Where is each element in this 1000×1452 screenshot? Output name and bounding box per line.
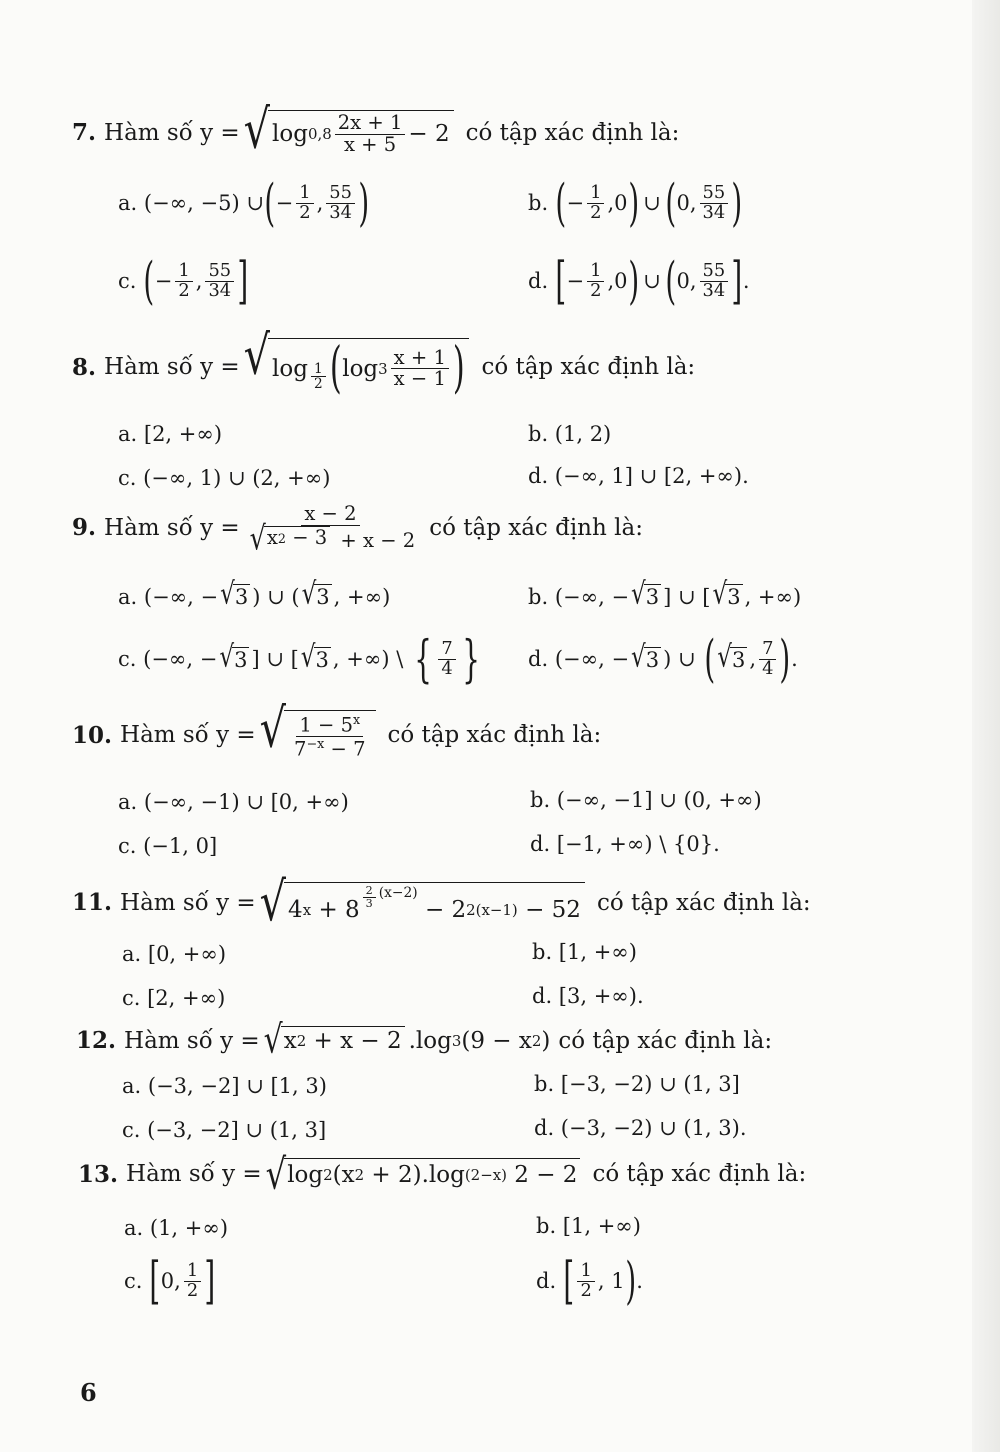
math-text: 0, [676, 191, 697, 216]
math-text: + x − 2 [313, 1028, 402, 1055]
numerator: 1 [311, 362, 326, 377]
exponent: 2 [354, 1165, 365, 1184]
math-text: (9 − x [461, 1027, 532, 1054]
option-13a[interactable]: a. (1, +∞) [124, 1216, 229, 1240]
radical: √ log 2 (x 2 + 2). log (2−x) 2 − 2 [266, 1158, 581, 1190]
question-number: 9. [72, 514, 97, 542]
question-suffix: có tập xác định là: [596, 889, 811, 916]
question-text: Hàm số y = [120, 889, 256, 916]
math-text: (−∞, −5) ∪ [143, 191, 264, 216]
question-suffix: có tập xác định là: [387, 722, 602, 749]
option-12a[interactable]: a. (−3, −2] ∪ [1, 3) [122, 1074, 327, 1098]
log-base: (2−x) [464, 1165, 507, 1184]
numerator: 1 [577, 1262, 594, 1282]
question-8 [72, 324, 696, 400]
option-11a[interactable]: a. [0, +∞) [122, 942, 227, 966]
question-text: Hàm số y = [126, 1161, 262, 1188]
math-text: ,0 [607, 191, 628, 216]
math-text: ) ∪ [663, 647, 696, 672]
question-number: 8. [72, 353, 97, 381]
option-12d[interactable]: d. (−3, −2) ∪ (1, 3). [534, 1116, 747, 1140]
question-number: 7. [72, 119, 97, 147]
option-8d[interactable]: d. (−∞, 1] ∪ [2, +∞). [528, 464, 749, 488]
option-13c[interactable]: c. [ 0, $\frac{1}{2}$ ] [124, 1251, 216, 1310]
math-text: + 2). [371, 1161, 429, 1188]
log-text: log [272, 121, 308, 148]
math-text: (−∞, − [554, 647, 630, 672]
math-text: 2 − 2 [514, 1161, 578, 1188]
fraction [438, 637, 455, 679]
math-text: ,0 [607, 269, 628, 294]
option-11c[interactable]: c. [2, +∞) [122, 986, 226, 1010]
fraction [587, 259, 604, 301]
radicand: 3 [234, 585, 249, 609]
math-text: − 7 [330, 737, 366, 761]
option-11b[interactable]: b. [1, +∞) [532, 940, 637, 964]
radical: √ x 2 + x − 2 [264, 1026, 405, 1056]
radicand: 3 [645, 585, 660, 609]
math-text: + 8 [318, 897, 360, 924]
question-number: 13. [78, 1160, 119, 1188]
math-text: − 3 [292, 526, 328, 550]
numerator: 1 [296, 184, 313, 204]
math-text: 4 [288, 897, 303, 924]
question-7 [72, 98, 680, 161]
radical: √ 3 [219, 640, 248, 675]
fraction [296, 181, 313, 223]
radical: √ 3 [220, 577, 249, 612]
radical: √ 3 [300, 640, 329, 675]
radicand: 3 [645, 647, 660, 672]
radical: √ 3 [631, 640, 660, 675]
option-label: c. [118, 269, 137, 294]
math-text: (x [332, 1161, 355, 1188]
fraction [243, 502, 419, 557]
math-text: (−∞, − [143, 584, 219, 609]
log-base: 2 [323, 1165, 333, 1184]
numerator: 55 [700, 184, 729, 204]
option-8a[interactable]: a. [2, +∞) [118, 422, 223, 446]
exponent: 2 [296, 1032, 307, 1051]
math-text: (−∞, − [143, 647, 218, 672]
option-8c[interactable]: c. (−∞, 1) ∪ (2, +∞) [118, 466, 331, 490]
option-label: b. [528, 191, 549, 216]
denominator: 34 [702, 201, 726, 223]
option-label: d. [528, 269, 549, 294]
radicand: 3 [727, 585, 741, 609]
option-label: d. [536, 1269, 557, 1294]
log-text: log [272, 355, 308, 382]
question-suffix: có tập xác định là: [429, 514, 643, 541]
math-text: 0, [676, 269, 697, 294]
question-suffix: có tập xác định là: [481, 354, 696, 381]
math-text: 0, [160, 1269, 181, 1294]
log-base: 0,8 [307, 125, 332, 144]
numerator: 7 [759, 640, 776, 660]
option-7d[interactable]: d. [ − $\frac{1}{2}$ ,0 ) ∪ ( 0, $\frac{55}{34}$ ] . [528, 251, 750, 310]
question-number: 12. [76, 1027, 117, 1055]
math-text: (x−2) [378, 885, 418, 902]
radical: √ log 0,8 $\frac{2x + 1}{x + 5}$ − 2 [244, 110, 454, 155]
exponent: 2(x−1) [466, 901, 518, 920]
math-text: ) ∪ ( [252, 584, 300, 609]
question-number: 11. [72, 889, 113, 917]
denominator: x − 1 [393, 367, 446, 391]
fraction [391, 345, 449, 391]
fraction [291, 713, 368, 760]
fraction [326, 181, 355, 223]
denominator: 2 [580, 1279, 592, 1301]
option-10c[interactable]: c. (−1, 0] [118, 834, 218, 858]
denominator: 34 [208, 279, 232, 301]
log-text: log [342, 355, 379, 382]
option-12c[interactable]: c. (−3, −2] ∪ (1, 3] [122, 1118, 327, 1142]
radicand: 3 [234, 647, 248, 672]
question-suffix: có tập xác định là: [465, 119, 680, 146]
math-text: ] ∪ [ [251, 647, 299, 672]
exponent [360, 885, 418, 909]
denominator: 34 [329, 201, 352, 223]
numerator: 55 [205, 262, 234, 282]
exponent: 2 [277, 531, 286, 547]
radical: √ log $\frac{1}{2}$ ( log 3 $\frac{x + 1}{x - 1}$ ) [244, 338, 470, 396]
union-symbol: ∪ [643, 269, 661, 294]
denominator: 2 [178, 279, 190, 301]
radicand: 3 [316, 585, 330, 609]
numerator: x − 2 [301, 504, 359, 526]
question-12 [76, 1017, 773, 1064]
denominator: 2 [590, 201, 602, 223]
radicand: 3 [732, 647, 746, 672]
math-text: (−∞, − [554, 584, 630, 609]
option-11d[interactable]: d. [3, +∞). [532, 984, 644, 1008]
question-number: 10. [72, 721, 113, 749]
fraction [759, 637, 776, 679]
math-text: x [283, 1028, 297, 1055]
option-13d[interactable]: d. [ $\frac{1}{2}$ , 1 ) . [536, 1251, 643, 1310]
question-text: Hàm số y = [120, 722, 256, 749]
math-text: . [636, 1269, 643, 1294]
denominator: 2 [186, 1279, 199, 1301]
log-base: 3 [451, 1031, 462, 1050]
option-label: a. [118, 584, 138, 609]
option-13b[interactable]: b. [1, +∞) [536, 1214, 641, 1238]
math-text: − 2 [424, 897, 467, 924]
log-text: log [428, 1161, 465, 1188]
numerator: 1 [587, 184, 604, 204]
exponent: x [353, 712, 361, 727]
question-text: Hàm số y = [124, 1027, 260, 1054]
log-base: 3 [378, 359, 388, 378]
math-text: + x − 2 [340, 528, 416, 552]
option-9d[interactable]: d. (−∞, − √ 3 ) ∪ ( √ 3 , $\frac{7}{4}$ ) . [528, 629, 798, 688]
math-text: − 52 [525, 897, 581, 924]
numerator: 55 [326, 184, 355, 204]
math-text: ) [541, 1027, 551, 1054]
log-base-fraction [311, 362, 326, 392]
radical: √ 4 x + 8 $\frac{2}{3}$ (x−2) − 2 2(x−1) − 52 [260, 882, 585, 923]
union-symbol: ∪ [643, 191, 661, 216]
option-10a[interactable]: a. (−∞, −1) ∪ [0, +∞) [118, 790, 349, 814]
denominator: 3 [365, 896, 373, 910]
denominator [291, 737, 368, 760]
page-number: 6 [80, 1378, 97, 1407]
question-text: Hàm số y = [104, 354, 240, 381]
numerator [296, 713, 363, 737]
question-13 [78, 1149, 807, 1199]
math-text: x [266, 526, 278, 550]
exponent: x [302, 901, 312, 920]
radicand: 3 [315, 647, 329, 672]
math-text: .log [408, 1027, 452, 1054]
page-edge-shadow [972, 0, 1000, 1452]
option-label: a. [118, 191, 138, 216]
option-label: c. [124, 1269, 143, 1294]
radical: √ x 2 − 3 [250, 526, 331, 551]
math-text: . [791, 647, 798, 672]
option-12b[interactable]: b. [−3, −2) ∪ (1, 3] [534, 1072, 740, 1096]
fraction [587, 181, 604, 223]
question-suffix: có tập xác định là: [592, 1161, 807, 1188]
option-7a[interactable]: a. (−∞, −5) ∪ ( − $\frac{1}{2}$ , $\frac{55}{34}$ ) [118, 173, 370, 232]
denominator: 4 [441, 657, 453, 679]
fraction [577, 1259, 594, 1301]
math-text: ] ∪ [ [663, 584, 711, 609]
math-text: , +∞) [744, 584, 802, 609]
question-suffix: có tập xác định là: [558, 1027, 773, 1054]
numerator: 1 [184, 1262, 201, 1282]
question-11 [72, 870, 811, 933]
math-text: − 2 [408, 121, 450, 148]
fraction [363, 885, 376, 909]
denominator [243, 517, 419, 557]
radical: √ 3 [301, 577, 330, 612]
numerator: 55 [700, 262, 729, 282]
fraction [700, 181, 729, 223]
question-text: Hàm số y = [104, 119, 240, 146]
math-text: 1 − 5 [299, 713, 354, 737]
radical: √ 3 [717, 640, 746, 675]
question-9 [72, 502, 643, 557]
option-9b[interactable] [528, 577, 802, 612]
denominator: 4 [762, 657, 774, 679]
denominator: 2 [299, 201, 311, 223]
numerator: 7 [438, 640, 455, 660]
exponent: 2 [531, 1031, 542, 1050]
math-text: , +∞) \ [332, 647, 404, 672]
math-text: , 1 [597, 1269, 625, 1294]
log-text: log [287, 1161, 324, 1188]
fraction [335, 113, 406, 155]
denominator: 34 [702, 279, 726, 301]
numerator: 2 [363, 885, 376, 898]
math-text: . [742, 269, 750, 294]
numerator: 1 [175, 262, 192, 282]
option-9a[interactable] [118, 577, 391, 612]
fraction [175, 259, 192, 301]
numerator: 1 [587, 262, 604, 282]
radical: √ $\frac{1 - 5^x}{7^{-x} - 7}$ [260, 710, 376, 760]
option-8b[interactable]: b. (1, 2) [528, 422, 612, 446]
exponent: −x [306, 736, 325, 752]
math-text: 7 [294, 737, 307, 761]
option-label: c. [118, 647, 137, 672]
option-7c[interactable]: c. ( − $\frac{1}{2}$ , $\frac{55}{34}$ ] [118, 251, 249, 310]
question-10 [72, 697, 602, 761]
denominator: 2 [590, 279, 602, 301]
question-text: Hàm số y = [104, 514, 240, 541]
fraction [700, 259, 729, 301]
option-10b[interactable]: b. (−∞, −1] ∪ (0, +∞) [530, 788, 762, 812]
option-7b[interactable]: b. ( − $\frac{1}{2}$ ,0 ) ∪ ( 0, $\frac{55}{34}$ ) [528, 173, 743, 232]
option-label: b. [528, 584, 549, 609]
numerator: 2x + 1 [335, 113, 406, 135]
option-9c[interactable]: c. (−∞, − √ 3 ] ∪ [ √ 3 , +∞) \ { $\frac{7}{4}$ } [118, 629, 480, 688]
numerator: x + 1 [391, 348, 449, 370]
denominator: x + 5 [343, 132, 397, 156]
option-label: d. [528, 647, 549, 672]
fraction [205, 259, 234, 301]
math-text: , +∞) [333, 584, 391, 609]
radical: √ 3 [712, 577, 741, 612]
denominator: 2 [313, 376, 323, 393]
radical: √ 3 [631, 577, 660, 612]
fraction [184, 1259, 201, 1301]
option-10d[interactable]: d. [−1, +∞) \ {0}. [530, 832, 720, 856]
math-text: , [749, 647, 757, 672]
